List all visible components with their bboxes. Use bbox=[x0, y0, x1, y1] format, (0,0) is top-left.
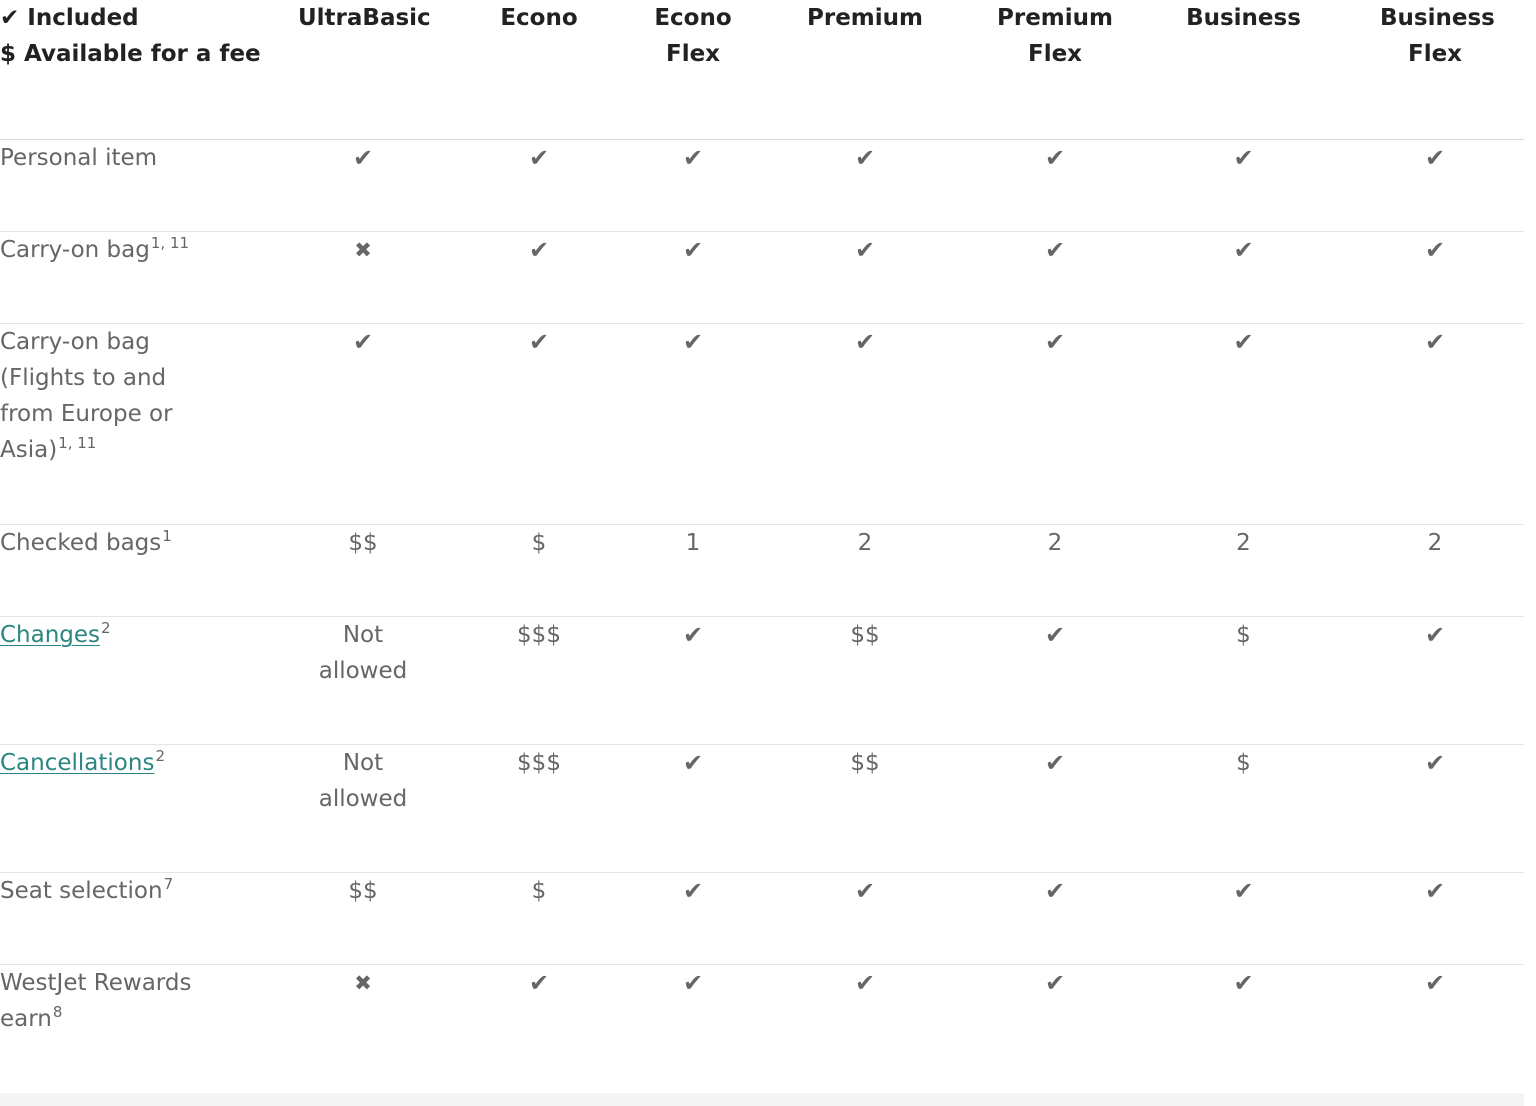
value-cell bbox=[969, 872, 1141, 964]
value-cell bbox=[273, 231, 453, 323]
feature-label: WestJet Rewards earn bbox=[0, 969, 192, 1032]
check-icon: ✔ bbox=[1044, 968, 1066, 997]
feature-cell bbox=[0, 872, 273, 964]
check-icon: ✔ bbox=[1233, 876, 1254, 905]
value-cell bbox=[1141, 139, 1346, 231]
check-icon: ✔ bbox=[1233, 143, 1254, 172]
fare-header-business: Business bbox=[1141, 0, 1346, 139]
footnote-ref: 1 bbox=[162, 526, 172, 545]
check-icon: ✔ bbox=[682, 620, 704, 649]
value-cell bbox=[1346, 872, 1524, 964]
check-icon: ✔ bbox=[1044, 748, 1066, 777]
value-cell bbox=[1141, 231, 1346, 323]
table-header-row bbox=[0, 0, 1524, 139]
feature-cell bbox=[0, 964, 273, 1093]
check-icon: ✔ bbox=[1424, 968, 1446, 997]
value-cell bbox=[1141, 964, 1346, 1093]
check-icon: ✔ bbox=[1044, 876, 1066, 905]
feature-label: Seat selection bbox=[0, 877, 163, 904]
value-text: $$$ bbox=[517, 749, 561, 776]
feature-cell bbox=[0, 323, 273, 524]
value-cell bbox=[1346, 231, 1524, 323]
value-cell bbox=[969, 231, 1141, 323]
fare-header-business-flex: Business Flex bbox=[1346, 0, 1524, 139]
check-icon: ✔ bbox=[682, 143, 704, 172]
value-cell bbox=[761, 323, 969, 524]
check-icon: ✔ bbox=[1424, 876, 1446, 905]
value-cell bbox=[273, 964, 453, 1093]
value-cell bbox=[1141, 524, 1346, 616]
value-cell bbox=[453, 139, 625, 231]
check-icon: ✔ bbox=[1424, 748, 1446, 777]
value-cell bbox=[969, 139, 1141, 231]
table-row bbox=[0, 323, 1524, 524]
table-row bbox=[0, 744, 1524, 872]
value-text: $ bbox=[531, 529, 547, 556]
check-icon: ✔ bbox=[528, 143, 550, 172]
check-icon: ✔ bbox=[1233, 968, 1254, 997]
value-cell bbox=[761, 139, 969, 231]
feature-cell bbox=[0, 139, 273, 231]
check-icon: ✔ bbox=[854, 235, 876, 264]
footnote-ref: 2 bbox=[155, 746, 165, 765]
value-text: $$ bbox=[348, 529, 378, 556]
table-row bbox=[0, 872, 1524, 964]
check-icon: ✔ bbox=[528, 235, 550, 264]
check-icon: ✔ bbox=[1044, 327, 1066, 356]
fare-header-ultrabasic: UltraBasic bbox=[273, 0, 453, 139]
check-icon: ✔ bbox=[1044, 235, 1066, 264]
value-cell bbox=[625, 231, 761, 323]
check-icon: ✔ bbox=[352, 143, 374, 172]
footnote-ref: 1, 11 bbox=[58, 433, 97, 452]
value-cell bbox=[969, 744, 1141, 872]
value-text: $$ bbox=[850, 621, 880, 648]
value-cell bbox=[969, 616, 1141, 744]
check-icon: ✔ bbox=[528, 968, 550, 997]
footnote-ref: 2 bbox=[101, 618, 111, 637]
check-icon: ✔ bbox=[352, 327, 374, 356]
feature-label: Personal item bbox=[0, 144, 158, 171]
footnote-ref: 8 bbox=[52, 1002, 63, 1021]
bottom-divider bbox=[0, 1093, 1524, 1106]
value-cell bbox=[1346, 964, 1524, 1093]
check-icon: ✔ bbox=[1233, 327, 1254, 356]
value-cell bbox=[453, 231, 625, 323]
value-cell bbox=[625, 964, 761, 1093]
table-row bbox=[0, 524, 1524, 616]
value-cell bbox=[761, 744, 969, 872]
feature-cell bbox=[0, 231, 273, 323]
value-text: 2 bbox=[857, 529, 873, 556]
value-text: 2 bbox=[1236, 529, 1251, 556]
check-icon: ✔ bbox=[682, 748, 704, 777]
footnote-ref: 1, 11 bbox=[150, 233, 190, 252]
value-cell bbox=[1346, 524, 1524, 616]
value-cell bbox=[761, 616, 969, 744]
value-cell bbox=[273, 744, 453, 872]
value-cell bbox=[1141, 323, 1346, 524]
check-icon: ✔ bbox=[682, 235, 704, 264]
check-icon: ✔ bbox=[1424, 143, 1446, 172]
check-icon: ✔ bbox=[854, 968, 876, 997]
feature-cell bbox=[0, 524, 273, 616]
value-cell bbox=[453, 872, 625, 964]
check-icon: ✔ bbox=[1424, 620, 1446, 649]
table-row bbox=[0, 616, 1524, 744]
table-row bbox=[0, 139, 1524, 231]
check-icon: ✔ bbox=[854, 327, 876, 356]
value-text: 1 bbox=[685, 529, 701, 556]
value-cell bbox=[625, 744, 761, 872]
value-text: Not allowed bbox=[318, 621, 408, 684]
value-cell bbox=[761, 231, 969, 323]
legend-included: ✔ Included bbox=[0, 5, 139, 31]
value-text: $ bbox=[1236, 621, 1251, 648]
fare-header-premium: Premium bbox=[761, 0, 969, 139]
value-text: $ bbox=[1236, 749, 1251, 776]
value-cell bbox=[625, 323, 761, 524]
value-cell bbox=[273, 616, 453, 744]
feature-cell bbox=[0, 616, 273, 744]
check-icon: ✔ bbox=[1424, 327, 1446, 356]
check-icon: ✔ bbox=[854, 876, 876, 905]
value-cell bbox=[625, 872, 761, 964]
cross-icon: ✖ bbox=[354, 970, 372, 995]
value-cell bbox=[1346, 323, 1524, 524]
value-cell bbox=[1141, 872, 1346, 964]
value-text: $$$ bbox=[517, 621, 561, 648]
value-cell bbox=[969, 964, 1141, 1093]
check-icon: ✔ bbox=[682, 876, 704, 905]
check-icon: ✔ bbox=[1233, 235, 1254, 264]
value-cell bbox=[453, 964, 625, 1093]
value-cell bbox=[969, 323, 1141, 524]
value-cell bbox=[453, 744, 625, 872]
value-text: 2 bbox=[1047, 529, 1063, 556]
value-cell bbox=[1346, 744, 1524, 872]
check-icon: ✔ bbox=[1044, 620, 1066, 649]
check-icon: ✔ bbox=[682, 327, 704, 356]
value-cell bbox=[969, 524, 1141, 616]
value-cell bbox=[273, 524, 453, 616]
check-icon: ✔ bbox=[854, 143, 876, 172]
table-body bbox=[0, 139, 1524, 1093]
value-text: $$ bbox=[348, 877, 378, 904]
value-text: Not allowed bbox=[318, 749, 408, 812]
feature-label: Carry-on bag bbox=[0, 236, 150, 263]
feature-link[interactable]: Cancellations bbox=[0, 749, 155, 776]
value-cell bbox=[761, 964, 969, 1093]
value-cell bbox=[625, 524, 761, 616]
feature-label: Checked bags bbox=[0, 529, 162, 556]
value-cell bbox=[273, 323, 453, 524]
value-cell bbox=[453, 323, 625, 524]
value-cell bbox=[1141, 744, 1346, 872]
check-icon: ✔ bbox=[1044, 143, 1066, 172]
value-cell bbox=[761, 872, 969, 964]
feature-label: Carry-on bag (Flights to and from Europe or Asia) bbox=[0, 328, 173, 463]
legend-header bbox=[0, 0, 273, 139]
value-text: $$ bbox=[850, 749, 880, 776]
value-cell bbox=[1346, 616, 1524, 744]
value-cell bbox=[453, 524, 625, 616]
value-cell bbox=[625, 139, 761, 231]
footnote-ref: 7 bbox=[163, 874, 174, 893]
legend-fee: $ Available for a fee bbox=[0, 41, 261, 67]
value-cell bbox=[1141, 616, 1346, 744]
value-cell bbox=[625, 616, 761, 744]
check-icon: ✔ bbox=[1424, 235, 1446, 264]
fare-header-premium-flex: Premium Flex bbox=[969, 0, 1141, 139]
value-cell bbox=[453, 616, 625, 744]
value-text: 2 bbox=[1427, 529, 1443, 556]
table-row bbox=[0, 964, 1524, 1093]
value-cell bbox=[1346, 139, 1524, 231]
check-icon: ✔ bbox=[682, 968, 704, 997]
table-row bbox=[0, 231, 1524, 323]
value-text: $ bbox=[531, 877, 547, 904]
value-cell bbox=[273, 139, 453, 231]
feature-cell bbox=[0, 744, 273, 872]
fare-header-econo-flex: Econo Flex bbox=[625, 0, 761, 139]
feature-link[interactable]: Changes bbox=[0, 621, 101, 648]
value-cell bbox=[273, 872, 453, 964]
check-icon: ✔ bbox=[528, 327, 550, 356]
cross-icon: ✖ bbox=[354, 237, 372, 262]
value-cell bbox=[761, 524, 969, 616]
fare-header-econo: Econo bbox=[453, 0, 625, 139]
